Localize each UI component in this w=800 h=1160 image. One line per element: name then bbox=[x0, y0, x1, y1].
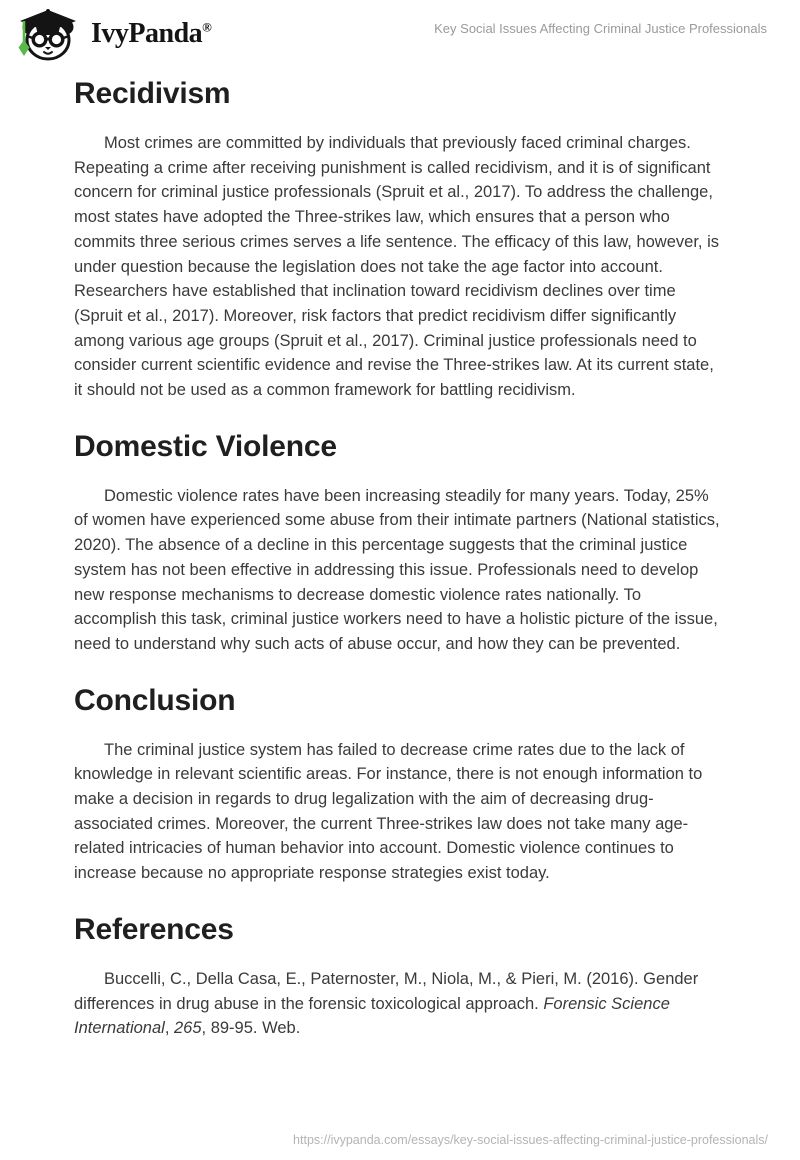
brand-name: IvyPanda® bbox=[91, 18, 212, 49]
section-heading-domestic-violence: Domestic Violence bbox=[74, 429, 337, 463]
paragraph-conclusion: The criminal justice system has failed to decrease crime rates due to the lack of knowledge in relevant scientific areas. For instance, there is not enough information to make a decision in regards to drug legalization with the aim of decreasing drug-associated crimes. Moreover, the current Three-strikes law does not take many age-related intricacies of human behavior into account. Domestic violence continues to increase because no appropriate response strategies exist today. bbox=[74, 740, 703, 883]
section-heading-recidivism: Recidivism bbox=[74, 77, 231, 110]
paragraph-domestic-violence: Domestic violence rates have been increasing steadily for many years. Today, 25% of women have experienced some abuse from their intimate partners (National statistics, 2020). The absence of a decline in this percentage suggests that the criminal justice system has not been effective in addressing this issue. Professionals need to develop new response mechanisms to decrease domestic violence rates nationally. To accomplish this task, criminal justice workers need to have a holistic picture of the issue, need to understand why such acts of abuse occur, and how they can be prevented. bbox=[74, 486, 720, 653]
ivypanda-logo bbox=[14, 6, 211, 62]
reference-entry: Buccelli, C., Della Casa, E., Paternoster, M., Niola, M., & Pieri, M. (2016). Gender differences in drug abuse in the forensic toxicological approach. Forensic Science International, 265, 89-95. Web. bbox=[74, 969, 699, 1038]
page-header bbox=[0, 0, 800, 62]
page-footer bbox=[293, 1131, 768, 1149]
source-url-link[interactable]: https://ivypanda.com/essays/key-social-issues-affecting-criminal-justice-professionals/ bbox=[293, 1133, 768, 1147]
essay-body bbox=[0, 62, 800, 1041]
paragraph-recidivism: Most crimes are committed by individuals that previously faced criminal charges. Repeating a crime after receiving punishment is called recidivism, and it is of significant concern for criminal justice professionals (Spruit et al., 2017). To address the challenge, most states have adopted the Three-strikes law, which ensures that a person who commits three serious crimes serves a life sentence. The efficacy of this law, however, is under question because the legislation does not take the age factor into account. Researchers have established that inclination toward recidivism declines over time (Spruit et al., 2017). Moreover, risk factors that predict recidivism differ significantly among various age groups (Spruit et al., 2017). Criminal justice professionals need to consider current scientific evidence and revise the Three-strikes law. At its current state, it should not be used as a common framework for battling recidivism. bbox=[74, 134, 719, 400]
section-heading-conclusion: Conclusion bbox=[74, 683, 236, 717]
panda-graduation-cap-icon bbox=[14, 6, 82, 62]
document-header-title: Key Social Issues Affecting Criminal Justice Professionals bbox=[434, 21, 767, 36]
section-heading-references: References bbox=[74, 912, 234, 946]
registered-trademark: ® bbox=[202, 19, 212, 35]
